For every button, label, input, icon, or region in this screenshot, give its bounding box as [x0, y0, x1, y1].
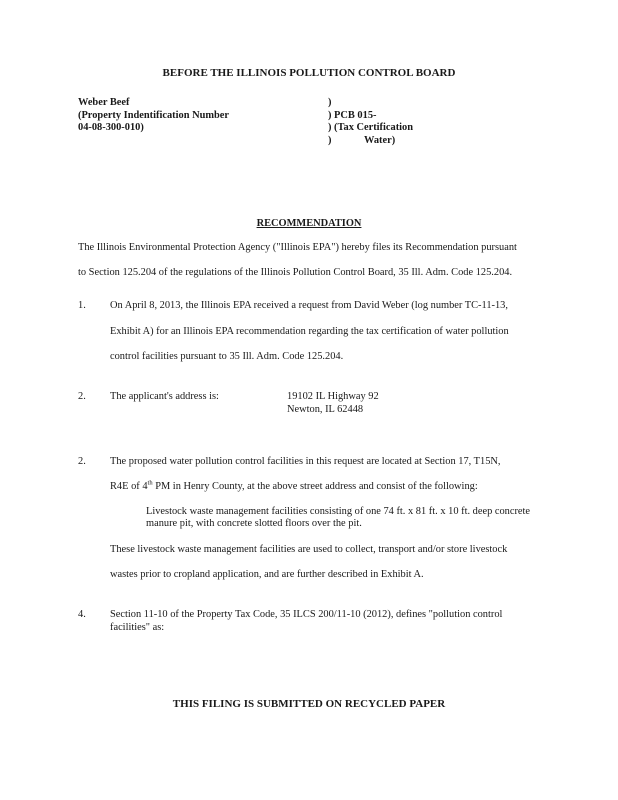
para3-line-2-post: PM in Henry County, at the above street address and consist of the following:: [152, 481, 478, 492]
board-heading: BEFORE THE ILLINOIS POLLUTION CONTROL BOARD: [162, 67, 456, 79]
facility-desc-line-2: manure pit, with concrete slotted floors over the pit.: [146, 518, 362, 529]
intro-line-1: The Illinois Environmental Protection Agency ("Illinois EPA") hereby files its Recommendation pursuant: [78, 242, 517, 253]
para1-line-1: On April 8, 2013, the Illinois EPA received a request from David Weber (log number TC-11-13,: [110, 300, 508, 311]
caption-petitioner: Weber Beef: [78, 97, 130, 108]
section-title: RECOMMENDATION: [256, 218, 362, 229]
para4-line-2: facilities" as:: [110, 622, 165, 633]
para3-line-2: [110, 481, 478, 493]
intro-line-2: to Section 125.204 of the regulations of the Illinois Pollution Control Board, 35 Ill. Adm. Code 125.204.: [78, 267, 513, 278]
para3-line-1: The proposed water pollution control facilities in this request are located at Section 17, T15N,: [110, 456, 501, 467]
facility-desc-line-1: Livestock waste management facilities consisting of one 74 ft. x 81 ft. x 10 ft. deep concrete: [146, 506, 531, 517]
para3-follow-line-2: wastes prior to cropland application, and are further described in Exhibit A.: [110, 569, 424, 580]
caption-paren-4: ): [328, 135, 332, 146]
para1-number: 1.: [78, 300, 86, 311]
para3-follow-line-1: These livestock waste management facilities are used to collect, transport and/or store livestock: [110, 544, 508, 555]
caption-case-number: ) PCB 015-: [328, 110, 377, 121]
para2-number: 2.: [78, 391, 86, 402]
para3-line-2-pre: R4E of 4: [110, 481, 148, 492]
para3-number: 2.: [78, 456, 86, 467]
caption-water: Water): [364, 135, 396, 146]
address-city: Newton, IL 62448: [287, 404, 364, 415]
para1-line-2: Exhibit A) for an Illinois EPA recommendation regarding the tax certification of water pollution: [110, 326, 509, 337]
para2-label: The applicant's address is:: [110, 391, 219, 402]
caption-paren-1: ): [328, 97, 332, 108]
para3-superscript: th: [147, 479, 153, 487]
caption-tax-cert: ) (Tax Certification: [328, 122, 414, 133]
para4-number: 4.: [78, 609, 86, 620]
para4-line-1: Section 11-10 of the Property Tax Code, 35 ILCS 200/11-10 (2012), defines "pollution control: [110, 609, 503, 620]
caption-pin-line1: (Property Indentification Number: [78, 110, 230, 121]
address-street: 19102 IL Highway 92: [287, 391, 379, 402]
para1-line-3: control facilities pursuant to 35 Ill. Adm. Code 125.204.: [110, 351, 344, 362]
caption-pin-line2: 04-08-300-010): [78, 122, 144, 133]
recycled-paper-footer: THIS FILING IS SUBMITTED ON RECYCLED PAPER: [172, 698, 446, 710]
